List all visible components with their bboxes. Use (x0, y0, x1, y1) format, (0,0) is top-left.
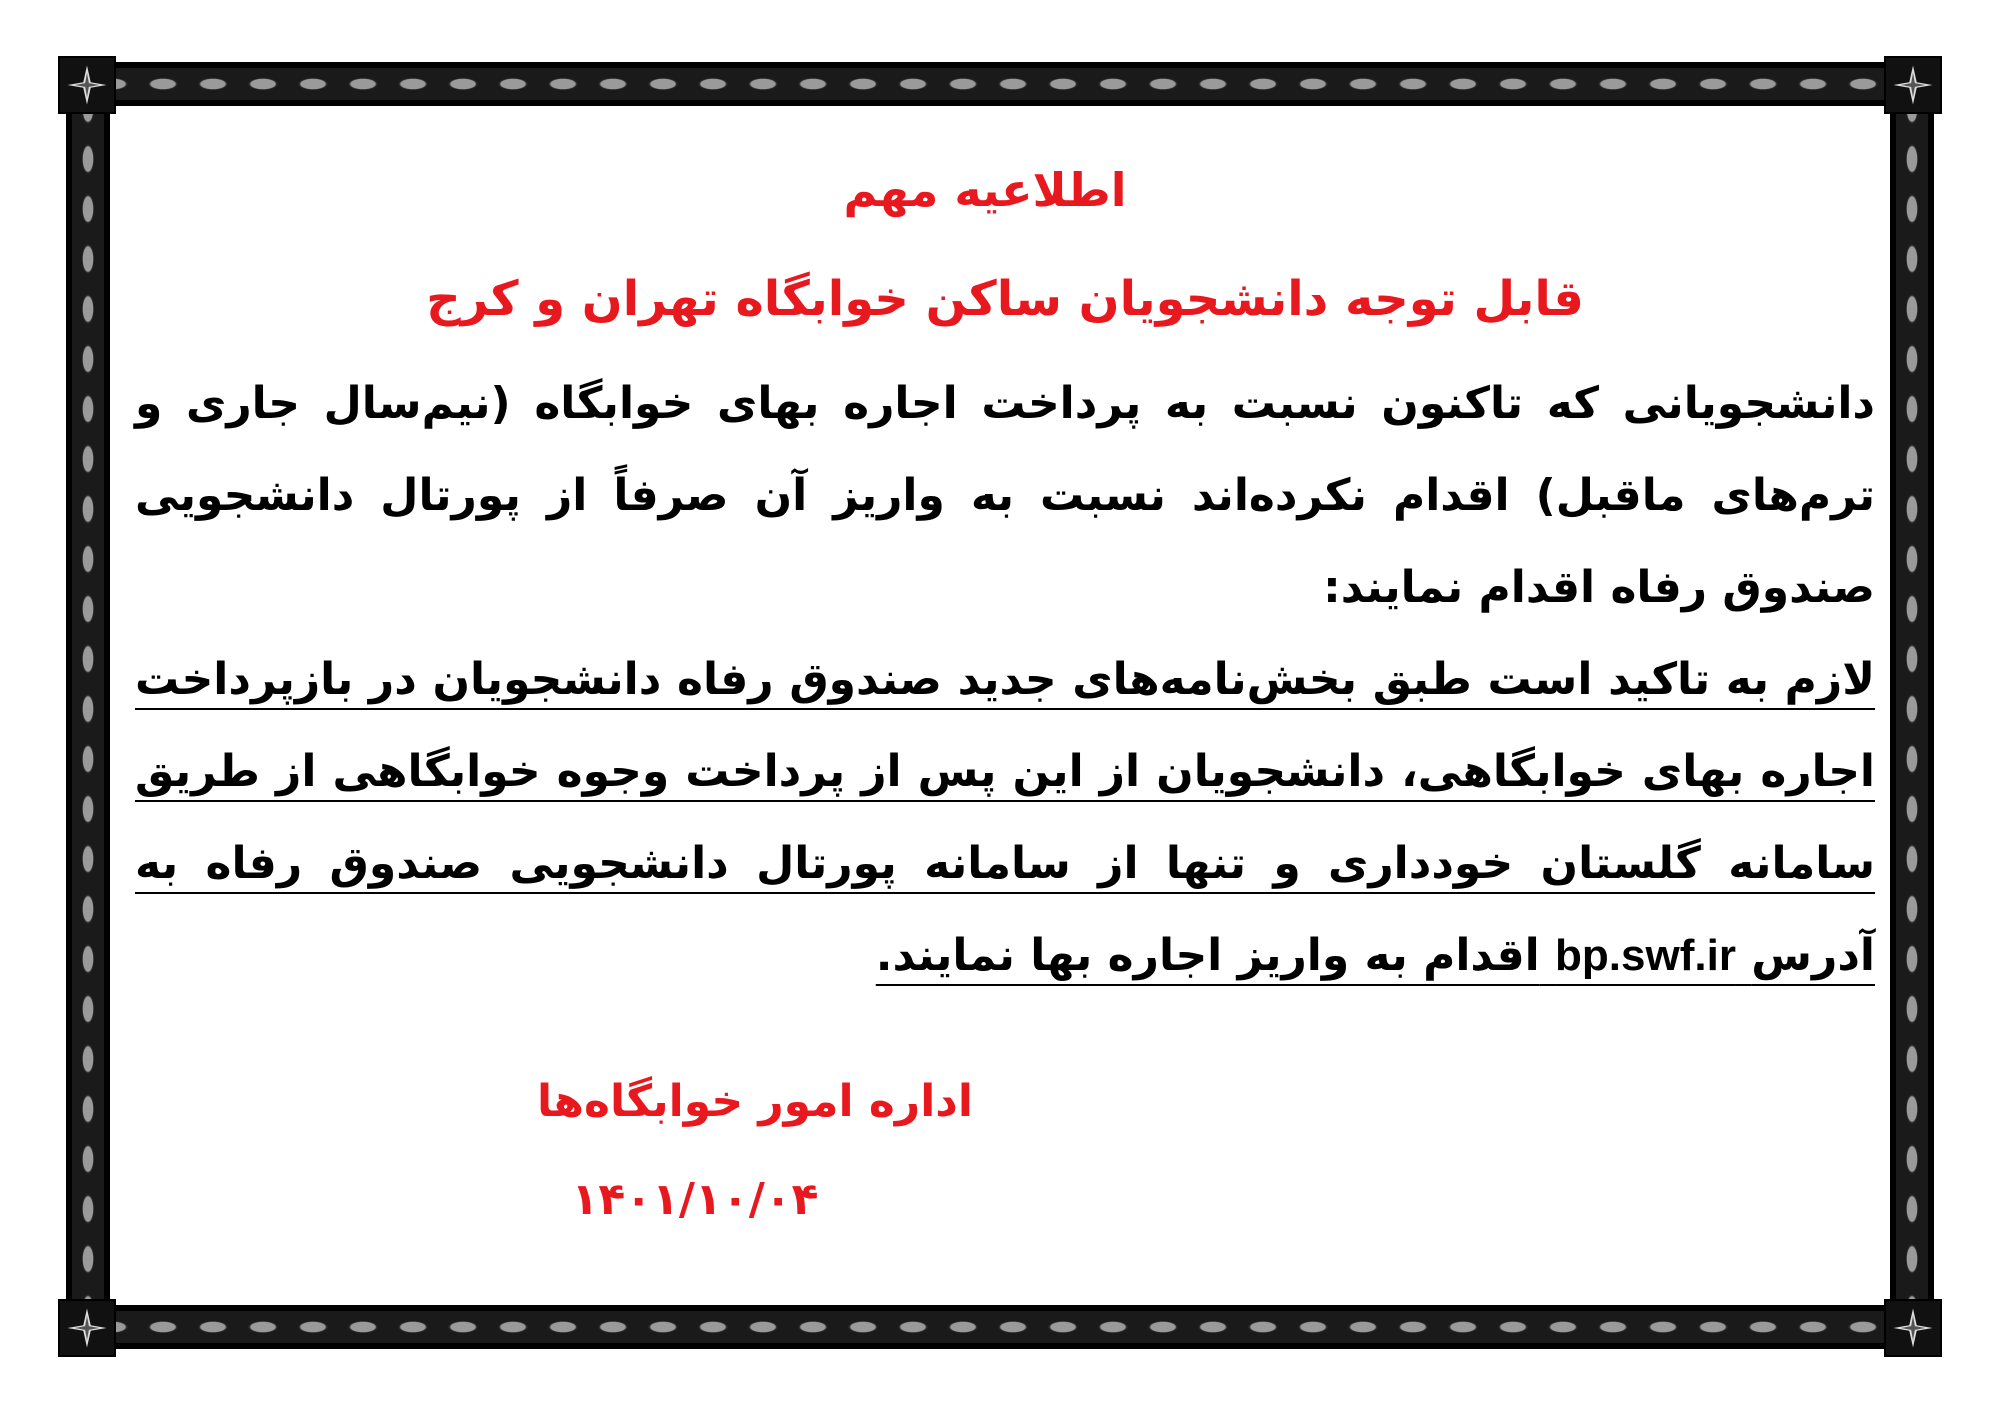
portal-url-link[interactable]: bp.swf.ir (1555, 931, 1736, 980)
notice-paragraph-2-ending: اقدام به واریز اجاره بها نمایند. (875, 930, 1540, 981)
frame-bottom-border (88, 1305, 1912, 1349)
corner-ornament-icon (58, 1299, 116, 1357)
frame-right-border (1890, 84, 1934, 1328)
notice-date: ۱۴۰۱/۱۰/۰۴ (571, 1174, 819, 1225)
notice-subtitle: قابل توجه دانشجویان ساکن خوابگاه تهران و کرج (426, 271, 1584, 327)
notice-paragraph-2 (135, 634, 1875, 1002)
signature: اداره امور خوابگاه‌ها (537, 1076, 973, 1127)
frame-left-border (66, 84, 110, 1328)
frame-top-border (88, 62, 1912, 106)
corner-ornament-icon (1884, 56, 1942, 114)
notice-paragraph-1: دانشجویانی که تاکنون نسبت به پرداخت اجاره بهای خوابگاه (نیم‌سال جاری و ترم‌های ماقبل) اقدام نکرده‌اند نسبت به واریز آن صرفاً از پورتال دانشجویی صندوق رفاه اقدام نمایند: (135, 378, 1875, 613)
corner-ornament-icon (58, 56, 116, 114)
notice-title: اطلاعیه مهم (843, 163, 1127, 217)
notice-paragraph-2-text: لازم به تاکید است طبق بخش‌نامه‌های جدید صندوق رفاه دانشجویان در بازپرداخت اجاره بهای خوابگاهی، دانشجویان از این پس از پرداخت وجوه خوابگاهی از طریق سامانه گلستان خودداری و تنها از سامانه پورتال دانشجویی صندوق رفاه به آدرس (135, 654, 1875, 981)
corner-ornament-icon (1884, 1299, 1942, 1357)
